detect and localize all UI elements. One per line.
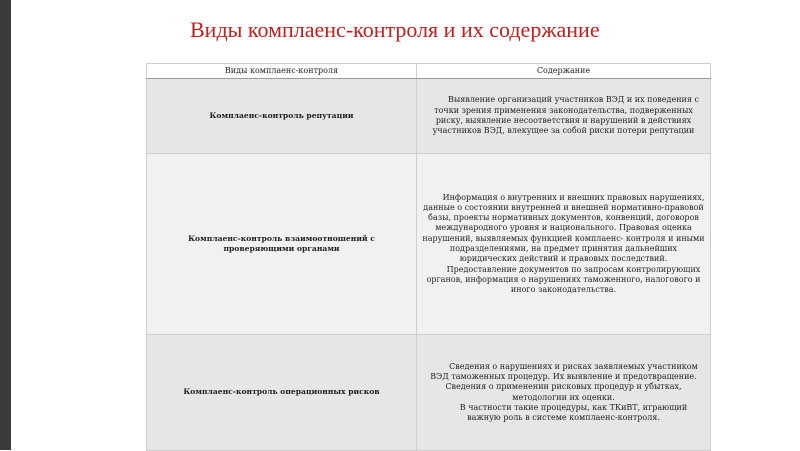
row-content-operational-risks — [417, 335, 711, 451]
content-paragraph: Предоставление документов по запросам контролирующих органов, информация о нарушениях таможенного, налогового и иного законодательства. — [426, 264, 701, 295]
content-paragraph: Выявление организаций участников ВЭД и их поведения с точки зрения применения законодательства, подверженных риску, выявление несоответствия и нарушений в действиях участников ВЭД, влекущее за собой риски потери репутации — [432, 95, 699, 136]
table-row — [147, 154, 711, 335]
row-content-authorities — [417, 154, 711, 335]
content-paragraph: Информация о внутренних и внешних правовых нарушениях, данные о состоянии внутренней и внешней нормативно-правовой базы, проекты нормативных документов, конвенций, договоров международного уровня и национального. Правовая оценка нарушений, выявляемых функцией комплаенс- контроля и иными подразделениями, на предмет принятия дальнейших юридических действий и правовых последствий. — [422, 192, 705, 264]
compliance-table — [146, 63, 711, 451]
table-row — [147, 335, 711, 451]
content-paragraph: Сведения о нарушениях и рисках заявляемых участником ВЭД таможенных процедур. Их выявление и предотвращение. Сведения о применении рисковых процедур и убытках, методологии их оценки. — [430, 361, 698, 402]
row-type-operational-risks: Комплаенс-контроль операционных рисков — [147, 335, 417, 451]
row-type-reputation: Комплаенс-контроль репутации — [147, 79, 417, 154]
column-header-content: Содержание — [417, 64, 711, 79]
content-paragraph: В частности такие процедуры, как ТКиВТ, играющий важную роль в системе комплаенс-контроля. — [459, 402, 688, 423]
slide-title: Виды комплаенс-контроля и их содержание — [190, 17, 600, 42]
row-type-authorities: Комплаенс-контроль взаимоотношений с проверяющими органами — [147, 154, 417, 335]
left-accent-bar — [0, 0, 11, 450]
table-row — [147, 79, 711, 154]
column-header-types: Виды комплаенс-контроля — [147, 64, 417, 79]
row-content-reputation — [417, 79, 711, 154]
table-header-row — [147, 64, 711, 79]
